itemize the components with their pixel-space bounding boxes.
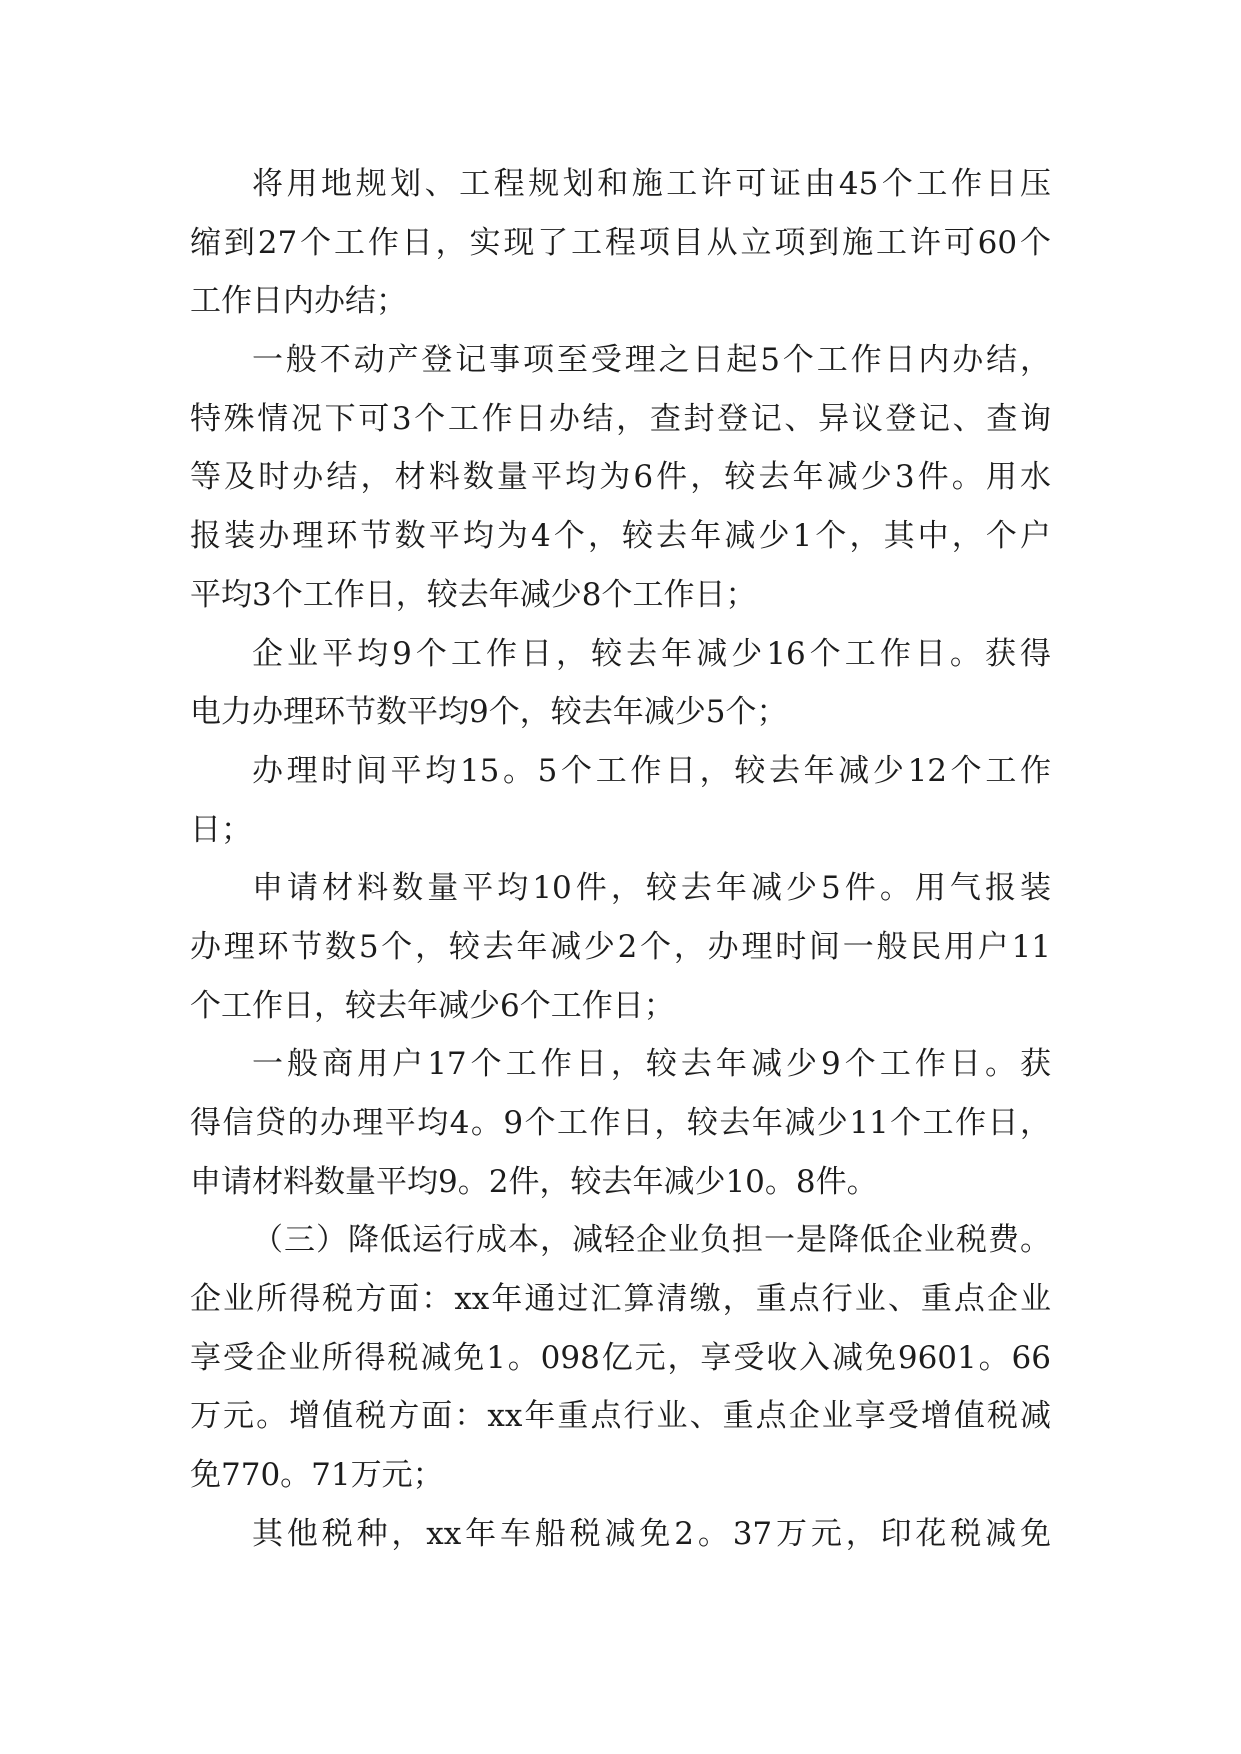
paragraph [190,1211,1051,1504]
text-line: 办理时间平均15。5个工作日，较去年减少12个工作 [252,752,1051,789]
text-line: 免770。71万元； [190,1457,444,1494]
paragraph [190,155,1051,331]
text-line: 个工作日，较去年减少6个工作日； [190,987,675,1024]
document-body [190,155,1051,1564]
text-line: 享受企业所得税减免1。098亿元，享受收入减免9601。66 [190,1339,1051,1376]
text-line: 企业平均9个工作日，较去年减少16个工作日。获得 [252,635,1051,672]
text-line: 特殊情况下可3个工作日办结，查封登记、异议登记、查询 [190,400,1051,437]
text-line: 一般不动产登记事项至受理之日起5个工作日内办结， [252,342,1051,379]
text-line: 申请材料数量平均9。2件，较去年减少10。8件。 [190,1163,878,1200]
paragraph [190,625,1051,742]
paragraph [190,859,1051,1035]
text-line: 报装办理环节数平均为4个，较去年减少1个，其中，个户 [190,518,1051,555]
text-line: 等及时办结，材料数量平均为6件，较去年减少3件。用水 [190,459,1051,496]
text-line: 得信贷的办理平均4。9个工作日，较去年减少11个工作日， [190,1105,1051,1141]
section-heading-line: （三）降低运行成本，减轻企业负担一是降低企业税费。 [252,1222,1051,1259]
paragraph [190,1505,1051,1564]
text-line: 日； [190,811,252,848]
text-line: 一般商用户17个工作日，较去年减少9个工作日。获 [252,1046,1051,1083]
text-line: 万元。增值税方面：xx年重点行业、重点企业享受增值税减 [190,1398,1051,1435]
text-line: 将用地规划、工程规划和施工许可证由45个工作日压 [252,166,1051,202]
text-line: 其他税种，xx年车船税减免2。37万元，印花税减免 [252,1515,1051,1552]
text-line: 电力办理环节数平均9个，较去年减少5个； [190,694,788,731]
paragraph [190,1035,1051,1211]
text-line: 缩到27个工作日，实现了工程项目从立项到施工许可60个 [190,224,1051,261]
text-line: 工作日内办结； [190,283,407,320]
paragraph [190,742,1051,859]
text-line: 企业所得税方面：xx年通过汇算清缴，重点行业、重点企业 [190,1281,1051,1318]
text-line: 申请材料数量平均10件，较去年减少5件。用气报装 [252,870,1051,907]
text-line: 平均3个工作日，较去年减少8个工作日； [190,576,757,613]
paragraph [190,331,1051,624]
text-line: 办理环节数5个，较去年减少2个，办理时间一般民用户11 [190,928,1051,965]
